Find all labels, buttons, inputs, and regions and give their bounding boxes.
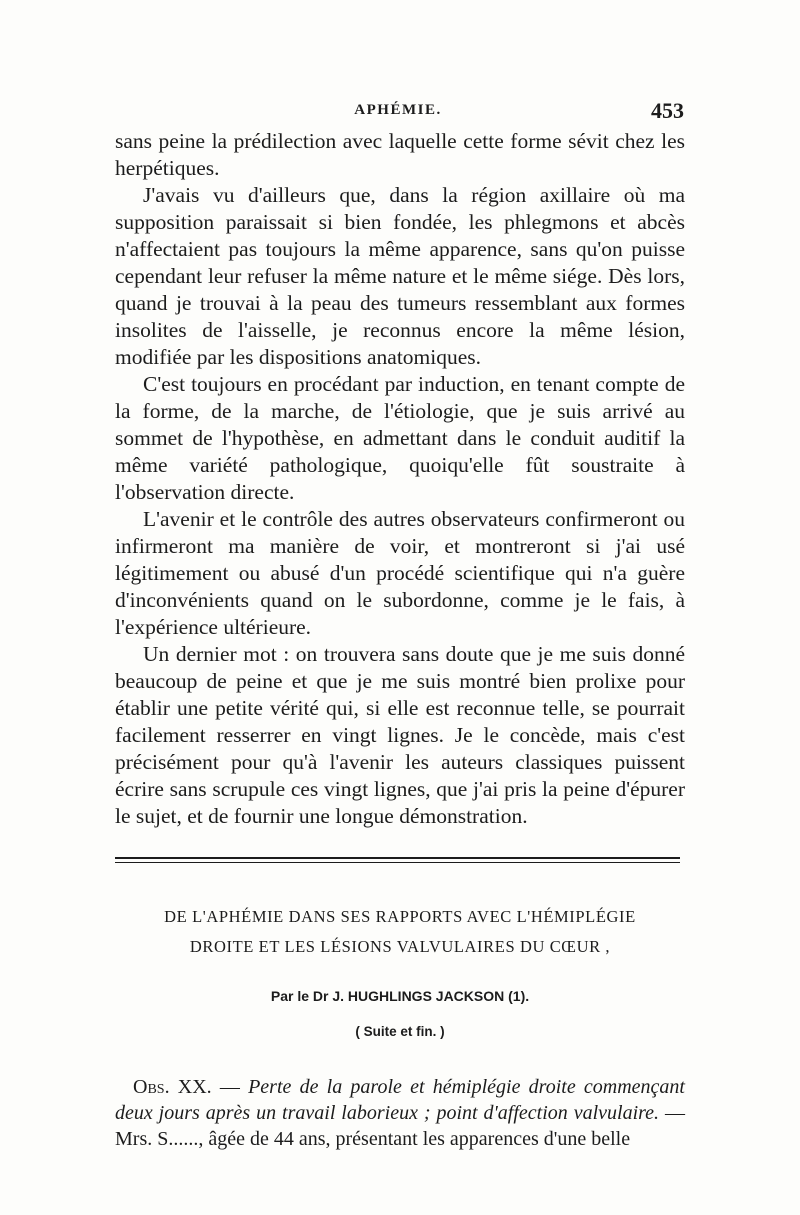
paragraph: Un dernier mot : on trouvera sans doute que je me suis donné beaucoup de peine et que je me suis montré bien prolixe pour établir une petite vérité qui, si elle est reconnue telle, se pourrait facilement resserrer en vingt lignes. Je le concède, mais c'est précisément pour qu'à l'avenir les auteurs classiques puissent écrire sans scrupule ces vingt lignes, que j'ai pris la peine d'épurer le sujet, et de fournir une longue démonstration.: [115, 642, 685, 828]
separator-rule: [115, 857, 680, 859]
article-byline: Par le Dr J. HUGHLINGS JACKSON (1).: [270, 988, 530, 1004]
paragraph: J'avais vu d'ailleurs que, dans la région axillaire où ma supposition paraissait si bien fondée, les phlegmons et abcès n'affectaient pas toujours la même apparence, sans qu'on puisse cependant leur refuser la même nature et le même siége. Dès lors, quand je trouvai à la peau des tumeurs ressemblant aux formes insolites de l'aisselle, je reconnus encore la même lésion, modifiée par les dispositions anatomiques.: [115, 183, 685, 369]
observation-title: Perte de la parole et hémiplégie droite commençant deux jours après un travail laborieux ; point d'affection valvulaire.: [115, 1076, 685, 1124]
section-separator: [115, 857, 680, 866]
article-title: [100, 902, 700, 962]
page-number: 453: [651, 98, 684, 123]
paragraph: C'est toujours en procédant par induction, en tenant compte de la forme, de la marche, de l'étiologie, que je suis arrivé au sommet de l'hypothèse, en admettant dans le conduit auditif la même variété pathologique, quoiqu'elle fût soustraite à l'observation directe.: [115, 372, 685, 504]
paragraph-continuation: sans peine la prédilection avec laquelle cette forme sévit chez les herpétiques.: [115, 129, 685, 180]
observation-paragraph: [115, 1074, 685, 1152]
running-head: [112, 98, 684, 124]
observation-text: — Mrs. S......, âgée de 44 ans, présentant les apparences d'une belle: [115, 1102, 685, 1150]
observation-block: [115, 1074, 685, 1152]
separator-rule: [115, 862, 680, 863]
article-title-line-1: DE L'APHÉMIE DANS SES RAPPORTS AVEC L'HÉMIPLÉGIE: [164, 907, 636, 926]
observation-dash: —: [211, 1076, 249, 1098]
running-title: APHÉMIE.: [354, 102, 442, 118]
paragraph: L'avenir et le contrôle des autres observateurs confirmeront ou infirmeront ma manière de voir, et montreront si j'ai usé légitimement ou abusé d'un procédé scientifique qui n'a guère d'inconvénients quand on le subordonne, comme je le fais, à l'expérience ultérieure.: [115, 507, 685, 639]
body-text: [115, 128, 685, 830]
article-suite-note: ( Suite et fin. ): [355, 1024, 445, 1039]
observation-label: Obs. XX.: [133, 1076, 212, 1098]
article-title-line-2: DROITE ET LES LÉSIONS VALVULAIRES DU CŒUR ,: [189, 937, 611, 956]
